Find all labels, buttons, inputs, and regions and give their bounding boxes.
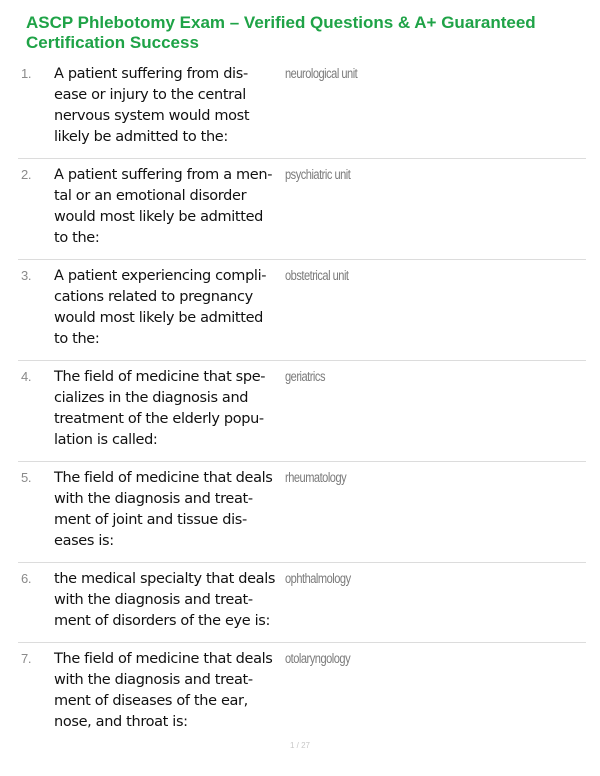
list-item [18, 260, 586, 361]
item-number: 5. [21, 470, 32, 485]
item-answer: geriatrics [285, 369, 325, 384]
list-item [18, 361, 586, 462]
item-number: 1. [21, 66, 32, 81]
page-number: 1 / 27 [289, 741, 310, 750]
item-number: 2. [21, 167, 32, 182]
item-question: A patient suffering from a men- tal or an emotional disorder would most likely be admitted to the: [54, 167, 273, 246]
item-answer: otolaryngology [285, 651, 351, 666]
item-question: The field of medicine that deals with the diagnosis and treat- ment of diseases of the ear, nose, and throat is: [54, 651, 273, 730]
list-item [18, 563, 586, 643]
list-item [18, 58, 586, 159]
item-number: 7. [21, 651, 32, 666]
item-answer: neurological unit [285, 66, 358, 81]
item-question: the medical specialty that deals with the diagnosis and treat- ment of disorders of the eye is: [54, 571, 276, 629]
list-item [18, 159, 586, 260]
item-answer: psychiatric unit [285, 167, 351, 182]
item-question: A patient experiencing compli- cations related to pregnancy would most likely be admitted to the: [54, 268, 267, 347]
list-item [18, 643, 586, 744]
list-item [18, 462, 586, 563]
question-list [18, 58, 586, 744]
item-question: The field of medicine that spe- cializes in the diagnosis and treatment of the elderly popu- lation is called: [54, 369, 266, 448]
item-answer: rheumatology [285, 470, 347, 485]
document-title: ASCP Phlebotomy Exam – Verified Questions & A+ Guaranteed Certification Success [26, 13, 536, 52]
item-number: 6. [21, 571, 32, 586]
item-question: The field of medicine that deals with the diagnosis and treat- ment of joint and tissue dis- eases is: [54, 470, 273, 549]
item-answer: ophthalmology [285, 571, 351, 586]
item-answer: obstetrical unit [285, 268, 349, 283]
item-number: 4. [21, 369, 32, 384]
item-question: A patient suffering from dis- ease or injury to the central nervous system would most likely be admitted to the: [54, 66, 250, 145]
item-number: 3. [21, 268, 32, 283]
